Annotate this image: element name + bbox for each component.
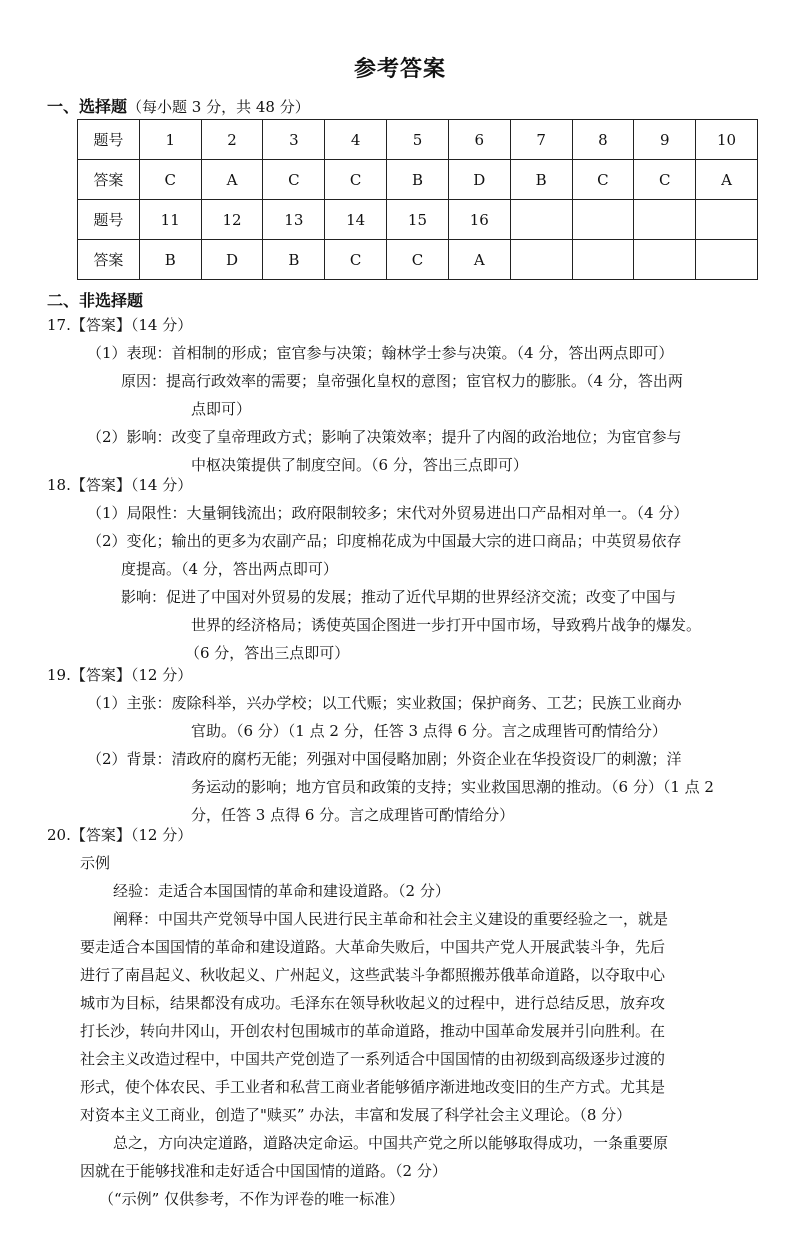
table-row	[78, 160, 758, 200]
table-cell	[634, 240, 696, 280]
table-cell: 4	[325, 120, 387, 160]
table-cell	[510, 200, 572, 240]
q18-line: （2）变化；输出的更多为农副产品；印度棉花成为中国最大宗的进口商品；中英贸易依存	[87, 532, 682, 550]
table-row-header: 答案	[78, 160, 140, 200]
q19-line: （1）主张：废除科举，兴办学校；以工代赈；实业救国；保护商务、工艺；民族工业商办	[87, 694, 682, 712]
table-cell: 15	[387, 200, 449, 240]
part1-heading	[47, 94, 310, 117]
table-cell: C	[572, 160, 634, 200]
table-row	[78, 240, 758, 280]
table-cell: B	[510, 160, 572, 200]
table-cell	[572, 240, 634, 280]
table-cell: C	[634, 160, 696, 200]
table-row-header: 题号	[78, 200, 140, 240]
table-cell	[634, 200, 696, 240]
table-cell	[510, 240, 572, 280]
q20-sample-label: 示例	[80, 854, 111, 872]
q19-line: 官助。（6 分）（1 点 2 分，任答 3 点得 6 分。言之成理皆可酌情给分）	[191, 722, 667, 740]
q20-line: 对资本主义工商业，创造了"赎买” 办法，丰富和发展了科学社会主义理论。（8 分）	[80, 1106, 632, 1124]
q19-line: 务运动的影响；地方官员和政策的支持；实业救国思潮的推动。（6 分）（1 点 2	[191, 778, 714, 796]
table-cell	[572, 200, 634, 240]
q17-line: （2）影响：改变了皇帝理政方式；影响了决策效率；提升了内阁的政治地位；为宦官参与	[87, 428, 682, 446]
table-cell: C	[139, 160, 201, 200]
q20-block	[47, 821, 767, 1213]
q20-line: 经验：走适合本国国情的革命和建设道路。（2 分）	[113, 882, 450, 900]
q17-heading: 17.【答案】（14 分）	[47, 316, 193, 334]
table-cell: C	[387, 240, 449, 280]
q20-line: 要走适合本国国情的革命和建设道路。大革命失败后，中国共产党人开展武装斗争，先后	[80, 938, 666, 956]
q20-line: 社会主义改造过程中，中国共产党创造了一系列适合中国国情的由初级到高级逐步过渡的	[80, 1050, 666, 1068]
table-cell: D	[448, 160, 510, 200]
q18-line: 度提高。（4 分，答出两点即可）	[121, 560, 338, 578]
table-row-header: 答案	[78, 240, 140, 280]
table-cell: 9	[634, 120, 696, 160]
q18-block	[47, 471, 767, 667]
table-cell: C	[325, 240, 387, 280]
q18-line: 影响：促进了中国对外贸易的发展；推动了近代早期的世界经济交流；改变了中国与	[121, 588, 677, 606]
table-cell: 14	[325, 200, 387, 240]
table-cell: 5	[387, 120, 449, 160]
q20-line: （“示例” 仅供参考，不作为评卷的唯一标准）	[99, 1190, 405, 1208]
table-cell: 6	[448, 120, 510, 160]
part1-heading-note: （每小题 3 分，共 48 分）	[127, 98, 310, 116]
table-row	[78, 200, 758, 240]
table-cell: C	[325, 160, 387, 200]
table-row	[78, 120, 758, 160]
q17-line: 原因：提高行政效率的需要；皇帝强化皇权的意图；宦官权力的膨胀。（4 分，答出两	[121, 372, 683, 390]
table-cell: B	[139, 240, 201, 280]
table-cell: A	[448, 240, 510, 280]
q20-line: 阐释：中国共产党领导中国人民进行民主革命和社会主义建设的重要经验之一，就是	[113, 910, 669, 928]
table-cell	[696, 240, 758, 280]
table-cell: C	[263, 160, 325, 200]
q18-heading: 18.【答案】（14 分）	[47, 476, 193, 494]
q19-line: 分，任答 3 点得 6 分。言之成理皆可酌情给分）	[191, 806, 515, 824]
table-cell: A	[201, 160, 263, 200]
table-cell: 13	[263, 200, 325, 240]
q17-line: 中枢决策提供了制度空间。（6 分，答出三点即可）	[191, 456, 528, 474]
q18-line: （1）局限性：大量铜钱流出；政府限制较多；宋代对外贸易进出口产品相对单一。（4 分）	[87, 504, 689, 522]
q19-heading: 19.【答案】（12 分）	[47, 666, 193, 684]
table-cell: 1	[139, 120, 201, 160]
q19-block	[47, 661, 767, 829]
table-cell: A	[696, 160, 758, 200]
q20-line: 进行了南昌起义、秋收起义、广州起义，这些武装斗争都照搬苏俄革命道路，以夺取中心	[80, 966, 666, 984]
q20-line: 城市为目标，结果都没有成功。毛泽东在领导秋收起义的过程中，进行总结反思，放弃攻	[80, 994, 666, 1012]
q19-line: （2）背景：清政府的腐朽无能；列强对中国侵略加剧；外资企业在华投资设厂的刺激；洋	[87, 750, 682, 768]
table-cell: 7	[510, 120, 572, 160]
q18-line: （6 分，答出三点即可）	[185, 644, 350, 662]
q20-line: 因就在于能够找准和走好适合中国国情的道路。（2 分）	[80, 1162, 447, 1180]
table-cell: B	[387, 160, 449, 200]
q17-line: （1）表现：首相制的形成；宦官参与决策；翰林学士参与决策。（4 分，答出两点即可）	[87, 344, 674, 362]
q20-heading: 20.【答案】（12 分）	[47, 826, 193, 844]
q17-block	[47, 311, 767, 479]
page-title: 参考答案	[353, 57, 446, 82]
part2-heading: 二、非选择题	[47, 291, 144, 310]
table-cell: 8	[572, 120, 634, 160]
q20-line: 总之，方向决定道路，道路决定命运。中国共产党之所以能够取得成功，一条重要原	[113, 1134, 669, 1152]
table-cell	[696, 200, 758, 240]
table-cell: 11	[139, 200, 201, 240]
part1-heading-text: 一、选择题	[47, 97, 128, 116]
q20-line: 形式，使个体农民、手工业者和私营工商业者能够循序渐进地改变旧的生产方式。尤其是	[80, 1078, 666, 1096]
table-cell: 10	[696, 120, 758, 160]
q18-line: 世界的经济格局；诱使英国企图进一步打开中国市场，导致鸦片战争的爆发。	[191, 616, 702, 634]
answer-table	[77, 119, 758, 280]
table-row-header: 题号	[78, 120, 140, 160]
table-cell: 2	[201, 120, 263, 160]
table-cell: 12	[201, 200, 263, 240]
table-cell: 16	[448, 200, 510, 240]
q17-line: 点即可）	[191, 400, 252, 418]
table-cell: B	[263, 240, 325, 280]
table-cell: 3	[263, 120, 325, 160]
q20-line: 打长沙，转向井冈山，开创农村包围城市的革命道路，推动中国革命发展并引向胜利。在	[80, 1022, 666, 1040]
table-cell: D	[201, 240, 263, 280]
